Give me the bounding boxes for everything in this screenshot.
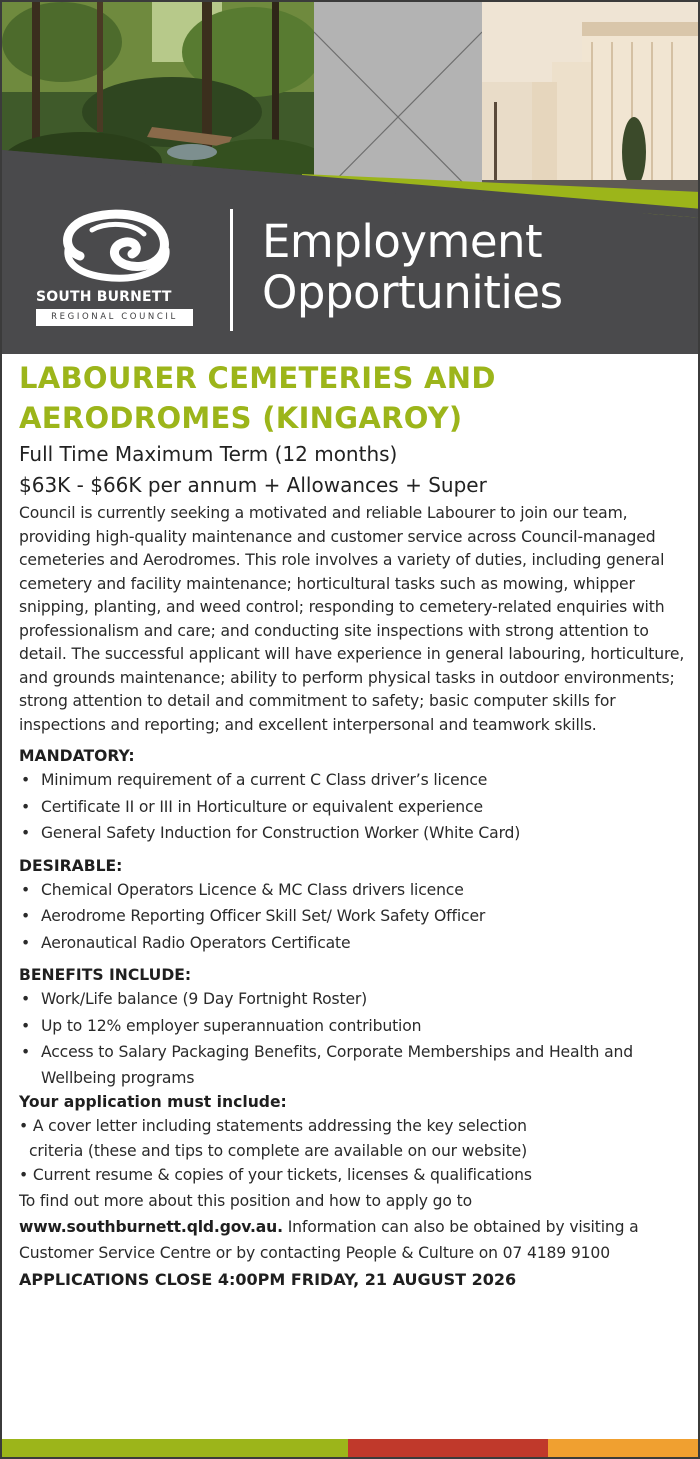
page-title	[262, 216, 563, 318]
job-salary: $63K - $66K per annum + Allowances + Super	[19, 473, 487, 497]
bullet-icon: •	[21, 771, 31, 789]
list-item: • General Safety Induction for Construction Worker (White Card)	[19, 820, 685, 847]
application-item-resume: • Current resume & copies of your tickets, licenses & qualifications	[19, 1166, 532, 1184]
bullet-icon: •	[21, 907, 31, 925]
list-item: • Chemical Operators Licence & MC Class drivers licence	[19, 877, 685, 904]
page-title-line1: Employment	[262, 215, 543, 268]
benefits-heading: BENEFITS INCLUDE:	[19, 966, 192, 984]
logo-name: SOUTH BURNETT	[36, 289, 172, 305]
contact-info	[19, 1188, 685, 1266]
footer-bar-orange	[548, 1439, 700, 1459]
footer-color-bar	[2, 1439, 700, 1459]
mandatory-list	[19, 767, 685, 847]
desirable-heading: DESIRABLE:	[19, 856, 123, 875]
header-banner	[2, 2, 700, 354]
job-ad-body	[19, 358, 685, 1293]
application-heading: Your application must include:	[19, 1093, 287, 1111]
job-title-line1: LABOURER CEMETERIES AND	[19, 361, 496, 395]
header-divider	[230, 209, 233, 331]
bullet-icon: •	[21, 1016, 31, 1035]
list-item: • Work/Life balance (9 Day Fortnight Roster)	[19, 986, 685, 1013]
bullet-icon: •	[21, 1043, 31, 1061]
list-item: • Up to 12% employer superannuation contribution	[19, 1013, 685, 1040]
list-item: • Access to Salary Packaging Benefits, Corporate Memberships and Health and Wellbeing programs	[19, 1039, 685, 1091]
bullet-icon: •	[21, 990, 31, 1008]
list-item: • Aerodrome Reporting Officer Skill Set/ Work Safety Officer	[19, 903, 685, 930]
job-term: Full Time Maximum Term (12 months)	[19, 442, 398, 466]
bullet-icon: •	[21, 824, 31, 842]
list-item: • Aeronautical Radio Operators Certificate	[19, 930, 685, 957]
footer-bar-green	[2, 1439, 348, 1459]
bullet-icon: •	[21, 797, 31, 816]
contact-details: Information can also be obtained by visiting a Customer Service Centre or by contacting People & Culture on 07 4189 9100	[19, 1217, 639, 1262]
desirable-list	[19, 877, 685, 957]
application-item-cover-letter-cont: criteria (these and tips to complete are available on our website)	[29, 1141, 528, 1160]
mandatory-heading: MANDATORY:	[19, 747, 135, 765]
benefits-list	[19, 986, 685, 1091]
job-description: Council is currently seeking a motivated and reliable Labourer to join our team, providing high-quality maintenance and customer service across Council-managed cemeteries and Aerodromes. This role involves a variety of duties, including general cemetery and facility maintenance; horticultural tasks such as mowing, whipper snipping, planting, and weed control; responding to cemetery-related enquiries with professionalism and care; and conducting site inspections with strong attention to detail. The successful applicant will have experience in general labouring, horticulture, and grounds maintenance; ability to perform physical tasks in outdoor environments; strong attention to detail and commitment to safety; basic computer skills for inspections and reporting; and excellent interpersonal and teamwork skills.	[19, 504, 685, 734]
job-title-line2: AERODROMES (KINGAROY)	[19, 401, 463, 435]
contact-lead: To find out more about this position and how to apply go to	[19, 1191, 472, 1210]
job-title	[19, 358, 685, 438]
page-title-line2: Opportunities	[262, 266, 563, 319]
closing-date: APPLICATIONS CLOSE 4:00PM FRIDAY, 21 AUGUST 2026	[19, 1269, 517, 1289]
list-item: • Minimum requirement of a current C Class driver’s licence	[19, 767, 685, 794]
application-item-cover-letter: • A cover letter including statements addressing the key selection	[19, 1117, 527, 1135]
footer-bar-red	[348, 1439, 548, 1459]
list-item: • Certificate II or III in Horticulture or equivalent experience	[19, 794, 685, 821]
bullet-icon: •	[21, 880, 31, 899]
bullet-icon: •	[21, 933, 31, 952]
logo-subtitle: REGIONAL COUNCIL	[36, 309, 193, 326]
website-link[interactable]: www.southburnett.qld.gov.au.	[19, 1217, 283, 1236]
